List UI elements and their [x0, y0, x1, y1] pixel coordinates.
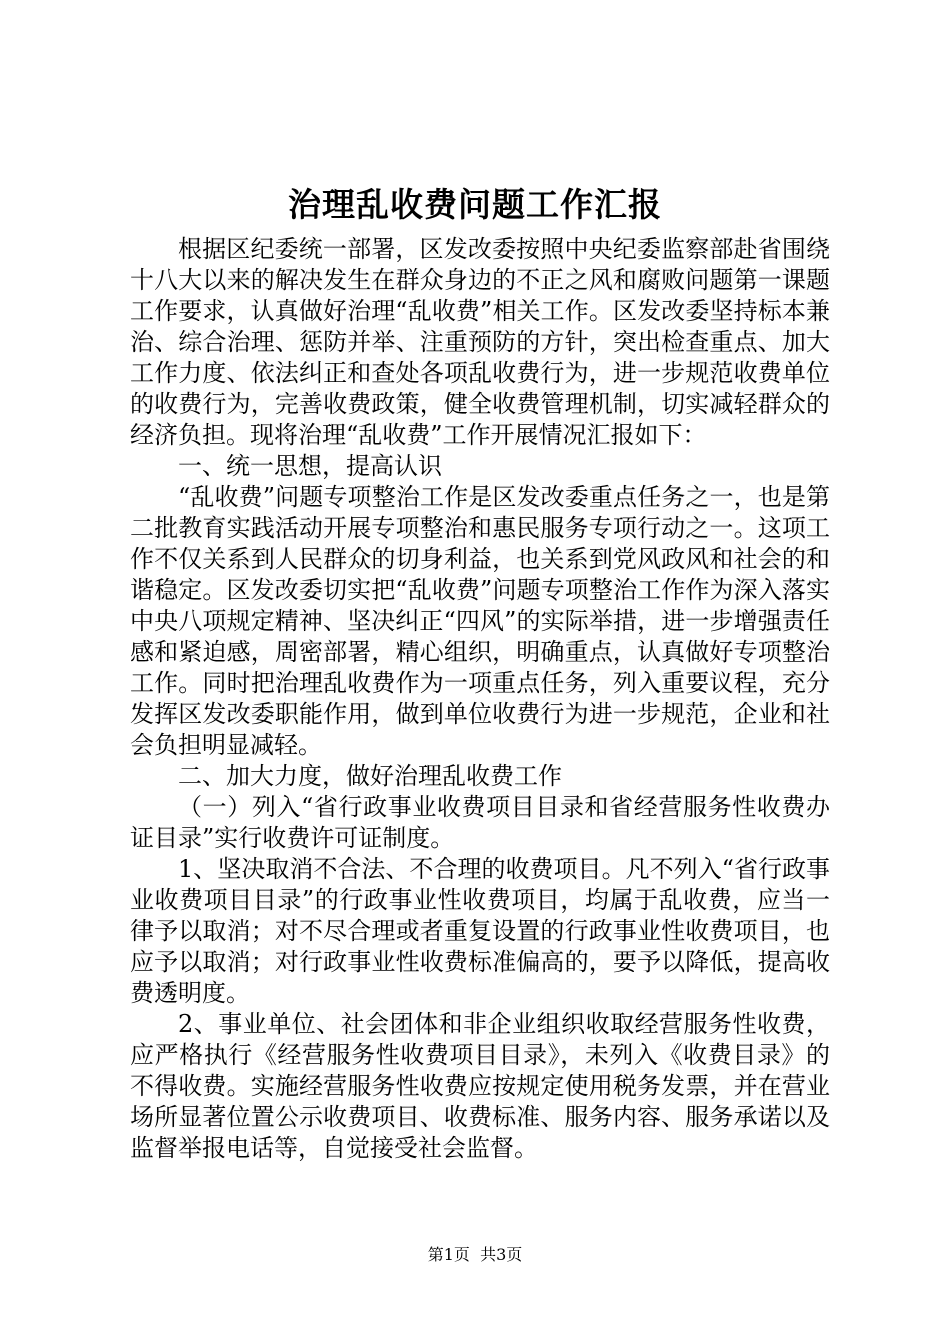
- document-body: [130, 234, 830, 1164]
- paragraph-item-1: 1、坚决取消不合法、不合理的收费项目。凡不列入“省行政事业收费项目目录”的行政事业性收费项目，均属于乱收费，应当一律予以取消；对不尽合理或者重复设置的行政事业性收费项目，也应予以取消；对行政事业性收费标准偏高的，要予以降低，提高收费透明度。: [130, 855, 830, 1007]
- subsection-heading-1: （一）列入“省行政事业收费项目目录和省经营服务性收费办证目录”实行收费许可证制度。: [130, 793, 830, 852]
- section-heading-2: 二、加大力度，做好治理乱收费工作: [178, 762, 562, 790]
- section-heading-1: 一、统一思想，提高认识: [178, 452, 442, 480]
- page-footer: [0, 1245, 950, 1265]
- paragraph-item-2: 2、事业单位、社会团体和非企业组织收取经营服务性收费，应严格执行《经营服务性收费项目目录》，未列入《收费目录》的不得收费。实施经营服务性收费应按规定使用税务发票，并在营业场所显著位置公示收费项目、收费标准、服务内容、服务承诺以及监督举报电话等，自觉接受社会监督。: [130, 1010, 830, 1162]
- paragraph-section-1: “乱收费”问题专项整治工作是区发改委重点任务之一，也是第二批教育实践活动开展专项整治和惠民服务专项行动之一。这项工作不仅关系到人民群众的切身利益，也关系到党风政风和社会的和谐稳定。区发改委切实把“乱收费”问题专项整治工作作为深入落实中央八项规定精神、坚决纠正“四风”的实际举措，进一步增强责任感和紧迫感，周密部署，精心组织，明确重点，认真做好专项整治工作。同时把治理乱收费作为一项重点任务，列入重要议程，充分发挥区发改委职能作用，做到单位收费行为进一步规范，企业和社会负担明显减轻。: [130, 483, 830, 759]
- page-number: 第1页 共3页: [427, 1245, 523, 1264]
- paragraph-intro: 根据区纪委统一部署，区发改委按照中央纪委监察部赴省围绕十八大以来的解决发生在群众身边的不正之风和腐败问题第一课题工作要求，认真做好治理“乱收费”相关工作。区发改委坚持标本兼治、综合治理、惩防并举、注重预防的方针，突出检查重点、加大工作力度、依法纠正和查处各项乱收费行为，进一步规范收费单位的收费行为，完善收费政策，健全收费管理机制，切实减轻群众的经济负担。现将治理“乱收费”工作开展情况汇报如下：: [130, 235, 830, 449]
- document-title: 治理乱收费问题工作汇报: [288, 185, 662, 224]
